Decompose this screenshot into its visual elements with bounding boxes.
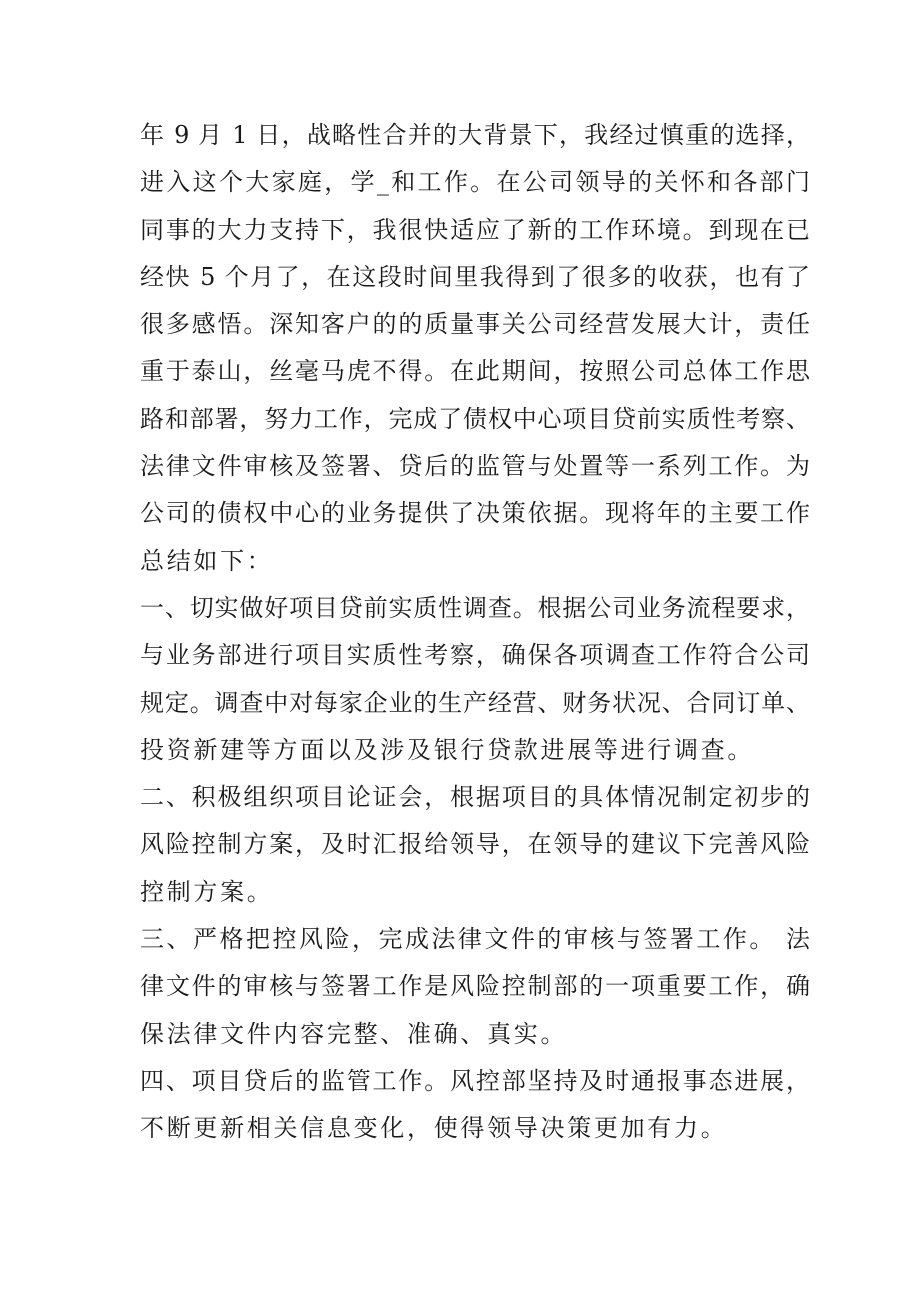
- text-line: 很多感悟。深知客户的的质量事关公司经营发展大计，责任: [140, 310, 810, 339]
- text-line: 公司的债权中心的业务提供了决策依据。现将年的主要工作: [140, 499, 810, 528]
- text-line: 与业务部进行项目实质性考察，确保各项调查工作符合公司: [140, 641, 810, 670]
- text-line: 路和部署，努力工作，完成了债权中心项目贷前实质性考察、: [140, 404, 810, 433]
- text-line: 三、严格把控风险，完成法律文件的审核与签署工作。 法: [140, 925, 810, 954]
- text-line: 法律文件审核及签署、贷后的监管与处置等一系列工作。为: [140, 452, 810, 481]
- text-line: 不断更新相关信息变化，使得领导决策更加有力。: [140, 1114, 728, 1143]
- text-line: 律文件的审核与签署工作是风险控制部的一项重要工作，确: [140, 972, 810, 1001]
- document-body: [140, 112, 810, 1153]
- text-line: 同事的大力支持下，我很快适应了新的工作环境。到现在已: [140, 215, 810, 244]
- text-line: 一、切实做好项目贷前实质性调查。根据公司业务流程要求，: [140, 593, 810, 622]
- text-line: 投资新建等方面以及涉及银行贷款进展等进行调查。: [140, 735, 755, 764]
- text-line: 经快 5 个月了，在这段时间里我得到了很多的收获，也有了: [140, 262, 810, 291]
- text-line: 规定。调查中对每家企业的生产经营、财务状况、合同订单、: [140, 688, 810, 717]
- text-line: 年 9 月 1 日，战略性合并的大背景下，我经过慎重的选择，: [140, 121, 810, 149]
- text-line: 进入这个大家庭，学_和工作。在公司领导的关怀和各部门: [140, 168, 810, 197]
- text-line: 保法律文件内容完整、准确、真实。: [140, 1019, 568, 1048]
- text-line: 总结如下：: [140, 546, 274, 575]
- text-line: 风险控制方案，及时汇报给领导，在领导的建议下完善风险: [140, 830, 810, 859]
- text-line: 控制方案。: [140, 877, 274, 906]
- text-line: 二、积极组织项目论证会，根据项目的具体情况制定初步的: [140, 783, 810, 812]
- text-line: 四、项目贷后的监管工作。风控部坚持及时通报事态进展，: [140, 1066, 810, 1095]
- text-line: 重于泰山，丝毫马虎不得。在此期间，按照公司总体工作思: [140, 357, 810, 386]
